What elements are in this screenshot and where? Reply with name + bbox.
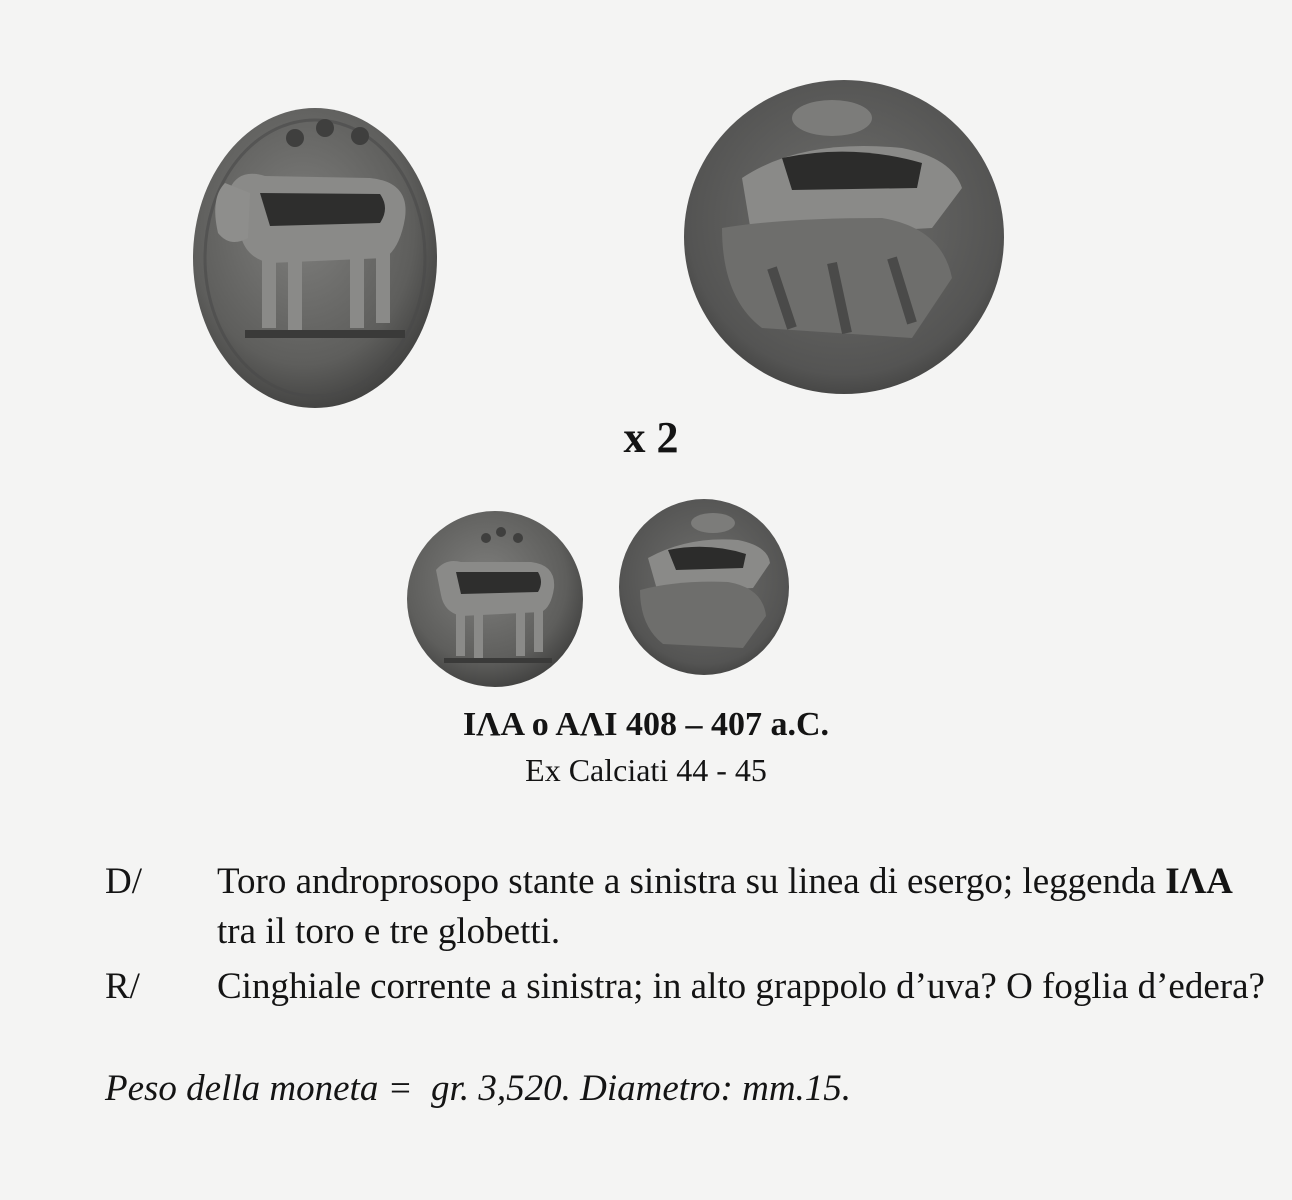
reverse-text: Cinghiale corrente a sinistra; in alto grappolo d’uva? O foglia d’edera? [217, 966, 1265, 1007]
obverse-coin-image-small [406, 510, 584, 688]
obverse-text-before: Toro androprosopo stante a sinistra su linea di esergo; leggenda [217, 861, 1166, 902]
obverse-description [105, 857, 1265, 957]
coin-reference: Ex Calciati 44 - 45 [525, 752, 767, 788]
magnification-label: x 2 [623, 413, 679, 462]
coin-title: IΛA o AΛI 408 – 407 a.C. [462, 706, 830, 743]
obverse-text-after: tra il toro e tre globetti. [217, 911, 561, 952]
reverse-description [105, 962, 1265, 1012]
reverse-label: R/ [105, 966, 140, 1007]
obverse-legend: IΛA [1165, 861, 1233, 902]
coin-specs: Peso della moneta = gr. 3,520. Diametro: mm.15. [105, 1068, 852, 1109]
reverse-coin-image-small [618, 498, 790, 676]
obverse-label: D/ [105, 861, 142, 902]
obverse-coin-image-large [190, 98, 440, 408]
reverse-coin-image-large [682, 78, 1007, 396]
obverse-text [217, 857, 1265, 957]
